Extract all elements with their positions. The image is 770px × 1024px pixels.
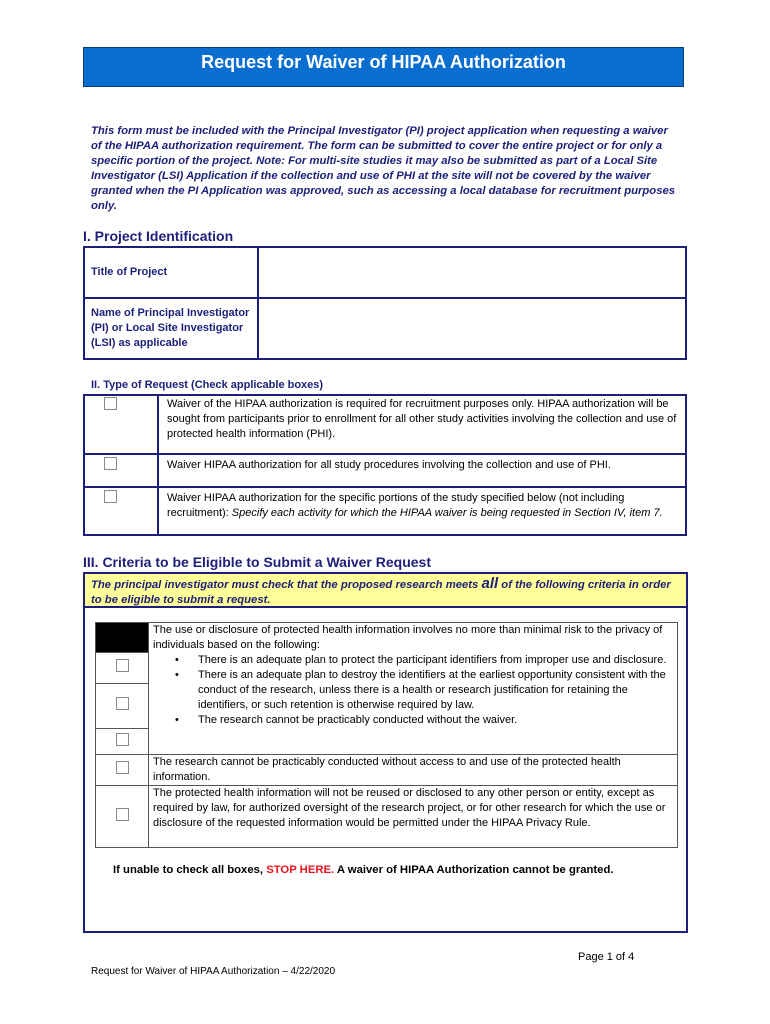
title-of-project-field[interactable]	[258, 247, 686, 298]
criterion-protect-identifiers-checkbox[interactable]	[116, 659, 129, 672]
criterion-no-reuse: The protected health information will not be reused or disclosed to any other person or entity, except as required by law, for authorized oversight of the research project, or for other research for which the use or disclosure of the requested information would be permitted under the HIPAA Privacy Rule.	[149, 786, 678, 848]
all-emphasis: all	[481, 575, 499, 592]
section-3-heading: III. Criteria to be Eligible to Submit a Waiver Request	[83, 554, 431, 570]
criteria-instruction: The principal investigator must check that the proposed research meets all of the following criteria in order to be eligible to submit a request.	[85, 574, 686, 608]
criterion-access-phi-checkbox[interactable]	[116, 761, 129, 774]
request-option	[84, 454, 686, 487]
section-2-heading: II. Type of Request (Check applicable boxes)	[91, 379, 324, 391]
title-of-project-label: Title of Project	[84, 247, 258, 298]
criteria-table	[95, 622, 678, 848]
request-option-italic-note: Specify each activity for which the HIPAA waiver is being requested in Section IV, item 7.	[231, 507, 663, 519]
request-option	[84, 395, 686, 454]
section-1-heading: I. Project Identification	[83, 228, 234, 244]
list-item: • There is an adequate plan to destroy the identifiers at the earliest opportunity consistent with the conduct of the research, unless there is a health or research justification for retaining the identifiers, or such retention is otherwise required by law.	[175, 669, 666, 711]
criterion-minimal-risk: The use or disclosure of protected health information involves no more than minimal risk to the privacy of individuals based on the following:	[153, 624, 663, 651]
request-option-text: Waiver HIPAA authorization for all study procedures involving the collection and use of PHI.	[158, 454, 686, 487]
list-item: • The research cannot be practicably conducted without the waiver.	[175, 714, 518, 726]
request-option-text: Waiver HIPAA authorization for the specific portions of the study specified below (not including recruitment):	[167, 492, 625, 519]
type-of-request-table	[83, 394, 687, 536]
list-item: • There is an adequate plan to protect the participant identifiers from improper use and disclosure.	[175, 654, 667, 666]
criterion-destroy-identifiers-checkbox[interactable]	[116, 697, 129, 710]
stop-warning: If unable to check all boxes, STOP HERE. A waiver of HIPAA Authorization cannot be granted.	[113, 864, 614, 876]
criterion-no-reuse-checkbox[interactable]	[116, 808, 129, 821]
all-procedures-checkbox[interactable]	[104, 457, 117, 470]
recruitment-only-checkbox[interactable]	[104, 397, 117, 410]
black-header-cell	[96, 623, 149, 653]
page-number: Page 1 of 4	[578, 951, 635, 963]
stop-here-text: STOP HERE.	[266, 864, 335, 876]
request-option-text: Waiver of the HIPAA authorization is required for recruitment purposes only. HIPAA authorization will be sought from participants prior to enrollment for all other study activities involving the collection and use of protected health information (PHI).	[158, 395, 686, 454]
specific-portions-checkbox[interactable]	[104, 490, 117, 503]
intro-text: This form must be included with the Principal Investigator (PI) project application when requesting a waiver of the HIPAA authorization requirement. The form can be submitted to cover the entire project or for only a specific portion of the project. Note: For multi-site studies it may also be submitted as part of a Local Site Investigator (LSI) Application if the collection and use of PHI at the site will not be covered by the waiver granted when the PI Application was approved, such as accessing a local database for recruitment purposes only.	[91, 125, 676, 212]
title-banner	[83, 47, 684, 87]
request-option	[84, 487, 686, 535]
criterion-waiver-needed-checkbox[interactable]	[116, 733, 129, 746]
project-identification-table	[83, 246, 687, 360]
investigator-name-label: Name of Principal Investigator (PI) or Local Site Investigator (LSI) as applicable	[84, 298, 258, 359]
footer-text: Request for Waiver of HIPAA Authorization – 4/22/2020	[91, 966, 336, 977]
page-title: Request for Waiver of HIPAA Authorization	[201, 52, 566, 72]
investigator-name-field[interactable]	[258, 298, 686, 359]
criterion-access-phi: The research cannot be practicably conducted without access to and use of the protected health information.	[149, 755, 678, 786]
